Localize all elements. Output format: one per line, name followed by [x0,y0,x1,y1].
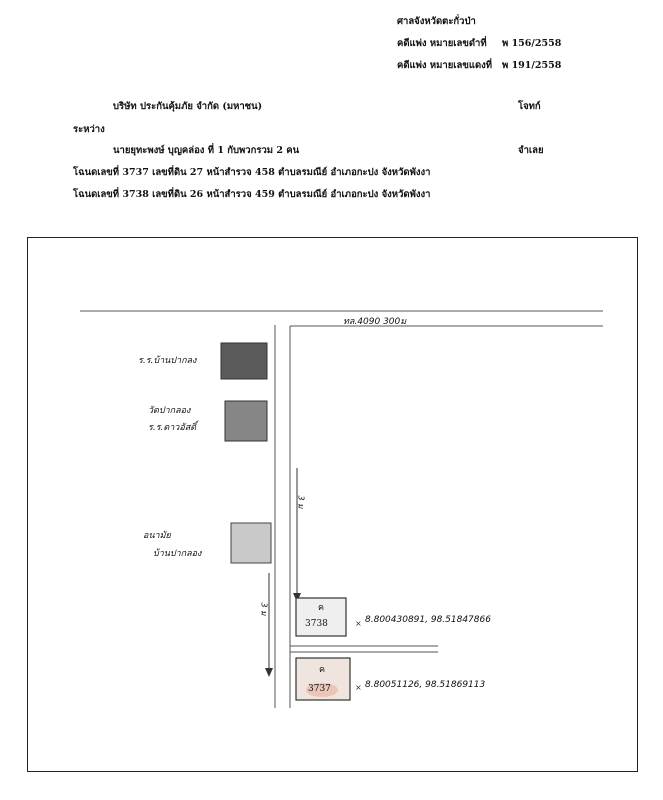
landmark-school-box [221,343,267,379]
plot-3738-number: 3738 [305,619,328,629]
plot-3737-number: 3737 [308,684,331,694]
plot-3738-coordinates: 8.800430891, 98.51847866 [365,615,491,625]
case-red-label: คดีแพ่ง หมายเลขแดงที่ [397,60,493,71]
vertical-road-label-1: 3 ม [296,495,306,509]
map-sketch-frame [27,237,638,772]
plaintiff-role: โจทก์ [518,101,541,112]
landmark-temple-label-1: วัดปากลอง [148,406,191,416]
plaintiff-name: บริษัท ประกันคุ้มภัย จำกัด (มหาชน) [113,101,263,112]
plot-3737-letter: ค [319,665,326,675]
landmark-health-box [231,523,271,563]
landmark-health-label-1: อนามัย [143,531,171,541]
vertical-road-label-2: 3 ม [259,602,269,616]
case-black-label: คดีแพ่ง หมายเลขดำที่ [397,38,487,49]
road-top-label: ทล.4090 300ม [343,317,407,327]
defendant-role: จำเลย [518,145,544,156]
marker-x-upper: × [355,619,362,628]
arrow-head-left [265,668,273,677]
landmark-school-label: ร.ร.บ้านปากลง [138,356,197,366]
court-name: ศาลจังหวัดตะกั่วป่า [397,16,476,27]
plot-3738-letter: ค [318,603,325,613]
deed-line-2: โฉนดเลขที่ 3738 เลขที่ดิน 26 หน้าสำรวจ 459 ตำบลรมณีย์ อำเภอกะปง จังหวัดพังงา [73,189,431,200]
map-sketch [28,238,639,773]
case-black-number: พ 156/2558 [502,38,562,49]
defendant-name: นายยุทะพงษ์ บุญคล่อง ที่ 1 กับพวกรวม 2 คน [113,145,300,156]
landmark-temple-label-2: ร.ร.ดาวอัสดิ์ [148,423,197,433]
landmark-health-label-2: บ้านปากลอง [153,549,202,559]
case-red-number: พ 191/2558 [502,60,562,71]
marker-x-lower: × [355,683,362,692]
deed-line-1: โฉนดเลขที่ 3737 เลขที่ดิน 27 หน้าสำรวจ 458 ตำบลรมณีย์ อำเภอกะปง จังหวัดพังงา [73,167,431,178]
plot-3737-coordinates: 8.80051126, 98.51869113 [365,680,486,690]
landmark-temple-box [225,401,267,441]
between-label: ระหว่าง [73,124,105,135]
